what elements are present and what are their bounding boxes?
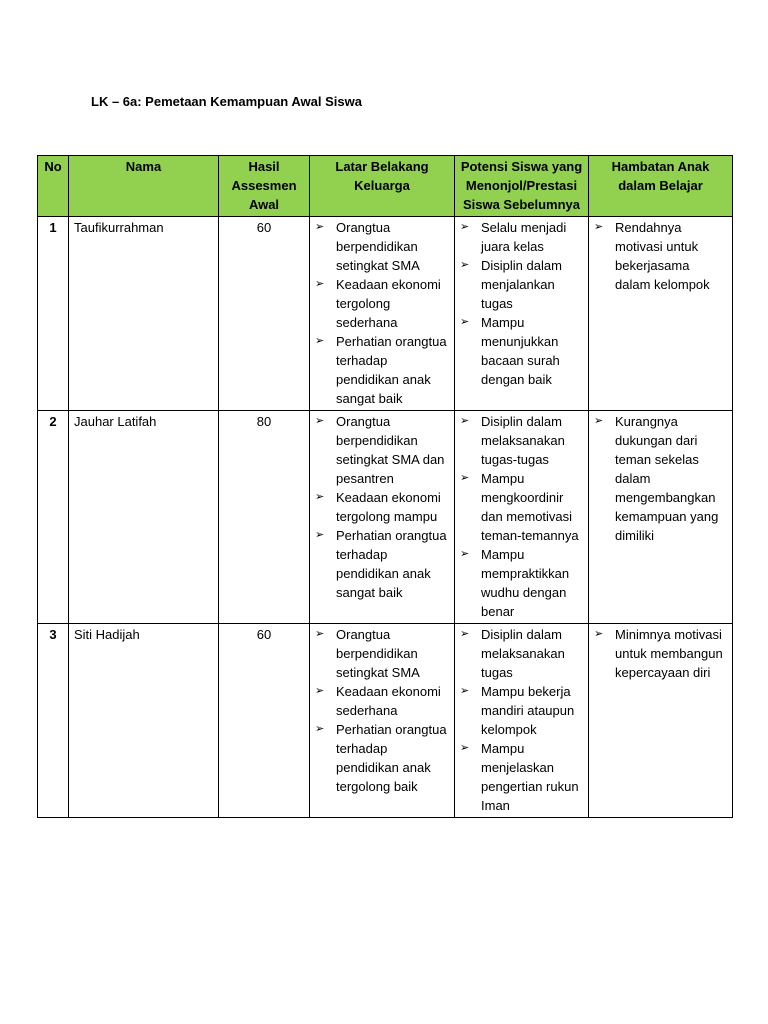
student-mapping-table [37, 155, 733, 818]
arrowhead-bullet-icon: ➢ [460, 685, 470, 697]
hambatan-list [594, 218, 727, 294]
latar-list [315, 625, 449, 796]
list-item-text: Keadaan ekonomi tergolong sederhana [336, 277, 441, 330]
arrowhead-bullet-icon: ➢ [315, 491, 325, 503]
header-hambatan: Hambatan Anak dalam Belajar [589, 156, 733, 217]
arrowhead-bullet-icon: ➢ [460, 259, 470, 271]
list-item-text: Orangtua berpendidikan setingkat SMA [336, 220, 420, 273]
arrowhead-bullet-icon: ➢ [594, 415, 604, 427]
list-item-text: Mampu mempraktikkan wudhu dengan benar [481, 547, 570, 619]
arrowhead-bullet-icon: ➢ [315, 221, 325, 233]
cell-latar-belakang [310, 411, 455, 624]
list-item-text: Orangtua berpendidikan setingkat SMA dan pesantren [336, 414, 445, 486]
cell-no: 3 [38, 624, 69, 818]
arrowhead-bullet-icon: ➢ [594, 221, 604, 233]
list-item [315, 488, 449, 526]
cell-potensi [455, 411, 589, 624]
list-item [594, 218, 727, 294]
list-item [460, 313, 583, 389]
cell-potensi [455, 217, 589, 411]
header-no: No [38, 156, 69, 217]
list-item [315, 218, 449, 275]
list-item-text: Disiplin dalam menjalankan tugas [481, 258, 562, 311]
table-row [38, 411, 733, 624]
arrowhead-bullet-icon: ➢ [315, 723, 325, 735]
cell-latar-belakang [310, 624, 455, 818]
arrowhead-bullet-icon: ➢ [460, 548, 470, 560]
arrowhead-bullet-icon: ➢ [315, 529, 325, 541]
list-item [460, 218, 583, 256]
document-title: LK – 6a: Pemetaan Kemampuan Awal Siswa [91, 94, 362, 109]
list-item [594, 412, 727, 545]
arrowhead-bullet-icon: ➢ [460, 221, 470, 233]
list-item [460, 412, 583, 469]
list-item-text: Rendahnya motivasi untuk bekerjasama dalam kelompok [615, 220, 710, 292]
cell-hasil: 60 [219, 217, 310, 411]
arrowhead-bullet-icon: ➢ [594, 628, 604, 640]
cell-hambatan [589, 624, 733, 818]
list-item-text: Keadaan ekonomi sederhana [336, 684, 441, 718]
hambatan-list [594, 412, 727, 545]
list-item [315, 720, 449, 796]
header-hasil-assesmen: Hasil Assesmen Awal [219, 156, 310, 217]
list-item-text: Perhatian orangtua terhadap pendidikan anak sangat baik [336, 334, 447, 406]
cell-hasil: 60 [219, 624, 310, 818]
list-item [594, 625, 727, 682]
list-item-text: Kurangnya dukungan dari teman sekelas dalam mengembangkan kemampuan yang dimiliki [615, 414, 719, 543]
arrowhead-bullet-icon: ➢ [315, 628, 325, 640]
header-potensi: Potensi Siswa yang Menonjol/Prestasi Siswa Sebelumnya [455, 156, 589, 217]
list-item-text: Minimnya motivasi untuk membangun kepercayaan diri [615, 627, 723, 680]
list-item-text: Disiplin dalam melaksanakan tugas [481, 627, 565, 680]
arrowhead-bullet-icon: ➢ [315, 685, 325, 697]
cell-nama: Jauhar Latifah [69, 411, 219, 624]
cell-hasil: 80 [219, 411, 310, 624]
list-item-text: Mampu menjelaskan pengertian rukun Iman [481, 741, 579, 813]
arrowhead-bullet-icon: ➢ [460, 316, 470, 328]
list-item [315, 275, 449, 332]
arrowhead-bullet-icon: ➢ [315, 278, 325, 290]
cell-hambatan [589, 217, 733, 411]
arrowhead-bullet-icon: ➢ [315, 335, 325, 347]
arrowhead-bullet-icon: ➢ [460, 628, 470, 640]
table-row [38, 624, 733, 818]
list-item [460, 545, 583, 621]
list-item [460, 739, 583, 815]
list-item-text: Keadaan ekonomi tergolong mampu [336, 490, 441, 524]
list-item-text: Mampu menunjukkan bacaan surah dengan baik [481, 315, 560, 387]
cell-hambatan [589, 411, 733, 624]
list-item-text: Perhatian orangtua terhadap pendidikan anak tergolong baik [336, 722, 447, 794]
list-item [315, 412, 449, 488]
list-item-text: Orangtua berpendidikan setingkat SMA [336, 627, 420, 680]
header-nama: Nama [69, 156, 219, 217]
arrowhead-bullet-icon: ➢ [460, 415, 470, 427]
list-item-text: Mampu bekerja mandiri ataupun kelompok [481, 684, 575, 737]
potensi-list [460, 625, 583, 815]
table-row [38, 217, 733, 411]
cell-no: 1 [38, 217, 69, 411]
list-item [315, 332, 449, 408]
latar-list [315, 218, 449, 408]
cell-potensi [455, 624, 589, 818]
cell-latar-belakang [310, 217, 455, 411]
list-item [315, 526, 449, 602]
header-latar-belakang: Latar Belakang Keluarga [310, 156, 455, 217]
list-item [460, 256, 583, 313]
hambatan-list [594, 625, 727, 682]
latar-list [315, 412, 449, 602]
list-item-text: Perhatian orangtua terhadap pendidikan anak sangat baik [336, 528, 447, 600]
cell-nama: Taufikurrahman [69, 217, 219, 411]
arrowhead-bullet-icon: ➢ [460, 472, 470, 484]
list-item [315, 625, 449, 682]
list-item [460, 469, 583, 545]
potensi-list [460, 412, 583, 621]
list-item [315, 682, 449, 720]
table-header-row [38, 156, 733, 217]
potensi-list [460, 218, 583, 389]
list-item-text: Disiplin dalam melaksanakan tugas-tugas [481, 414, 565, 467]
list-item-text: Mampu mengkoordinir dan memotivasi teman-temannya [481, 471, 579, 543]
arrowhead-bullet-icon: ➢ [460, 742, 470, 754]
list-item [460, 682, 583, 739]
cell-no: 2 [38, 411, 69, 624]
list-item [460, 625, 583, 682]
list-item-text: Selalu menjadi juara kelas [481, 220, 567, 254]
arrowhead-bullet-icon: ➢ [315, 415, 325, 427]
cell-nama: Siti Hadijah [69, 624, 219, 818]
